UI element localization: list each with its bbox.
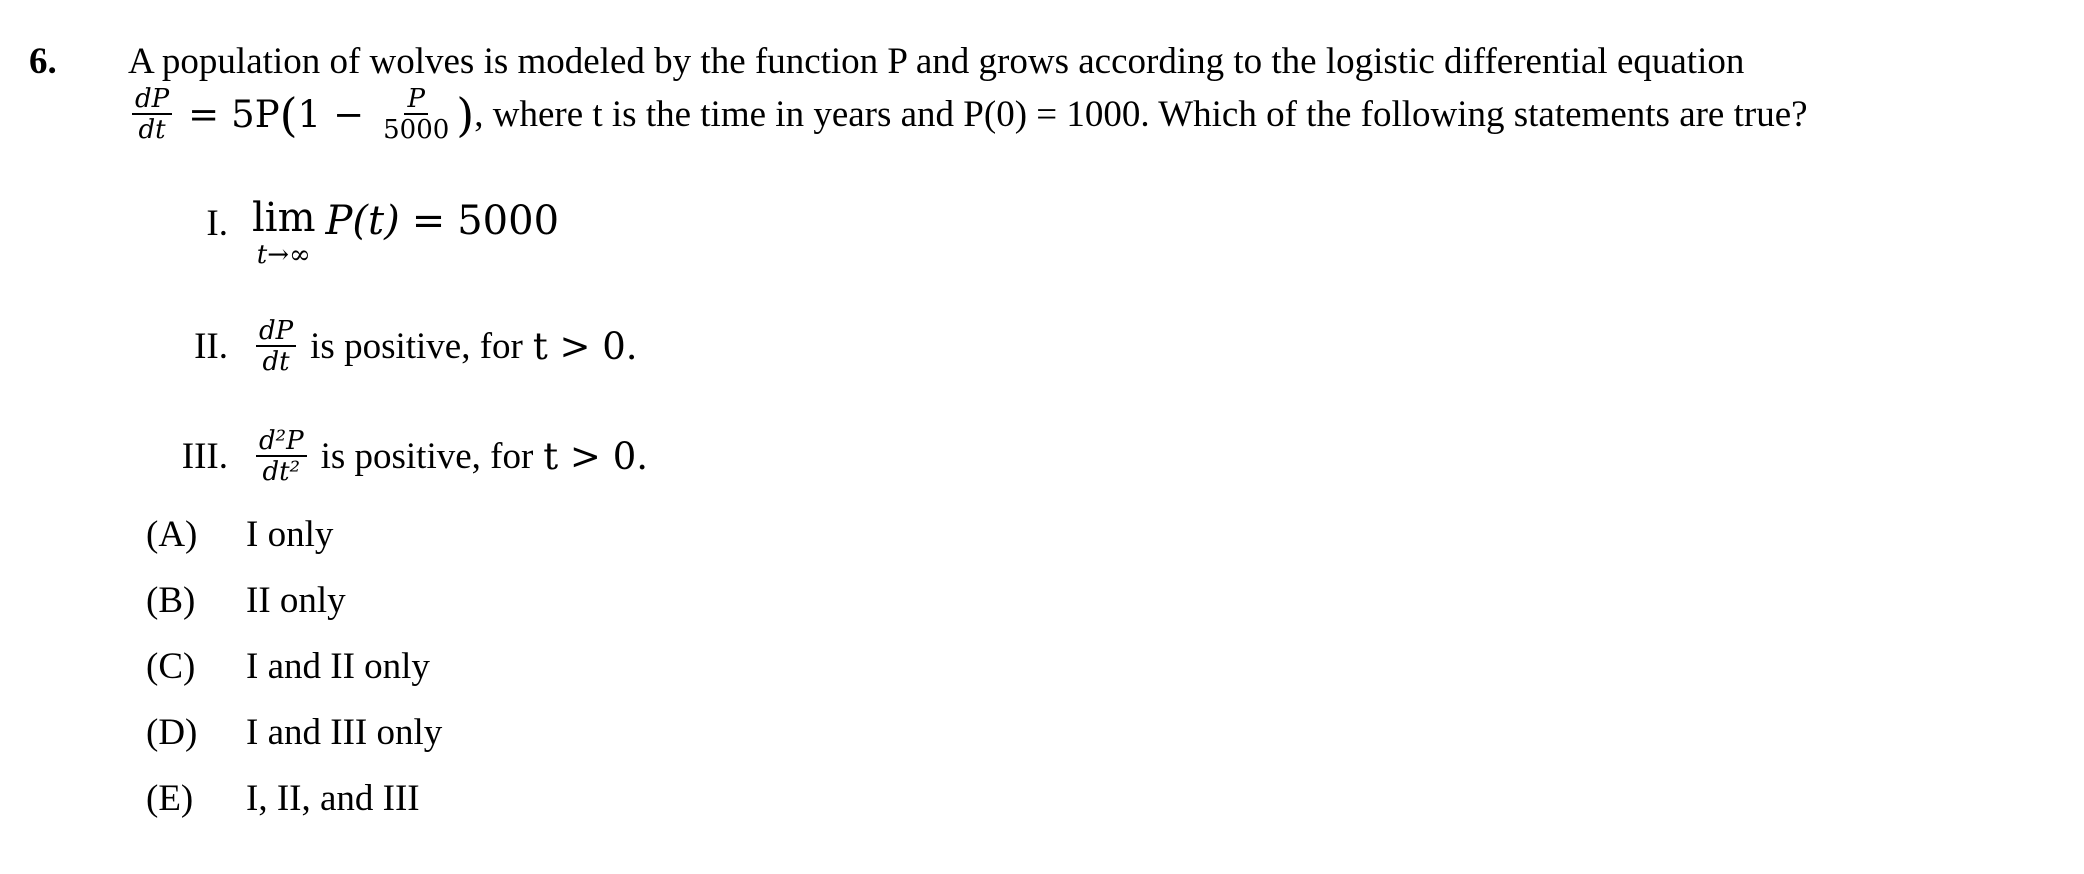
limit-value: 5000 (457, 198, 560, 244)
statement-roman: I. (206, 203, 228, 244)
equals-sign: = (411, 198, 446, 244)
second-derivative-fraction (256, 428, 307, 485)
option-letter: (A) (146, 514, 198, 555)
option-text: II only (246, 580, 346, 621)
fraction-numerator: P (404, 86, 428, 115)
fraction-denominator: 5000 (383, 115, 450, 145)
fraction-denominator: dt (138, 115, 166, 145)
option-letter: (B) (146, 580, 196, 621)
derivative-fraction (132, 86, 172, 143)
statement-ii (170, 318, 638, 375)
statement-text: is positive, for (320, 436, 534, 477)
option-a[interactable] (146, 513, 333, 556)
option-text: I and II only (246, 646, 430, 687)
option-text: I only (246, 514, 334, 555)
lim-text: lim (252, 195, 316, 241)
fraction-numerator: d²P (256, 428, 307, 457)
option-letter: (D) (146, 712, 198, 753)
option-letter: (C) (146, 646, 196, 687)
option-text: I, II, and III (246, 778, 420, 819)
minus-sign: − (333, 93, 365, 136)
option-letter: (E) (146, 778, 194, 819)
equals-sign: = (188, 93, 220, 136)
statement-text: is positive, for (310, 326, 523, 367)
fraction-denominator: dt (262, 347, 290, 377)
option-b[interactable] (146, 579, 346, 622)
lim-subscript: t→∞ (256, 240, 311, 270)
fraction-numerator: dP (132, 86, 172, 115)
open-paren: ( (279, 87, 298, 142)
inner-fraction (380, 86, 452, 143)
statement-roman: III. (181, 436, 228, 477)
close-paren: ) (456, 87, 475, 142)
option-c[interactable] (146, 645, 430, 688)
statement-iii (170, 428, 648, 485)
limit-expression: P(t) (325, 198, 400, 244)
option-d[interactable] (146, 711, 442, 754)
question-text-line2 (128, 86, 1808, 143)
fraction-numerator: dP (256, 318, 296, 347)
option-text: I and III only (246, 712, 443, 753)
limit-operator (252, 195, 316, 270)
statement-roman: II. (194, 326, 228, 367)
coefficient: 5P (231, 93, 280, 136)
option-e[interactable] (146, 777, 420, 820)
statement-condition: t > 0. (543, 435, 648, 478)
question-text-rest: , where t is the time in years and P(0) = 1000. Which of the following statements are true? (474, 94, 1808, 135)
derivative-fraction (256, 318, 296, 375)
statement-condition: t > 0. (532, 325, 638, 368)
statement-i (170, 195, 560, 270)
question-number: 6. (29, 41, 57, 82)
fraction-denominator: dt² (262, 457, 301, 487)
question-text-line1: A population of wolves is modeled by the function P and grows according to the logistic differential equation (128, 41, 1745, 82)
one: 1 (297, 93, 322, 136)
